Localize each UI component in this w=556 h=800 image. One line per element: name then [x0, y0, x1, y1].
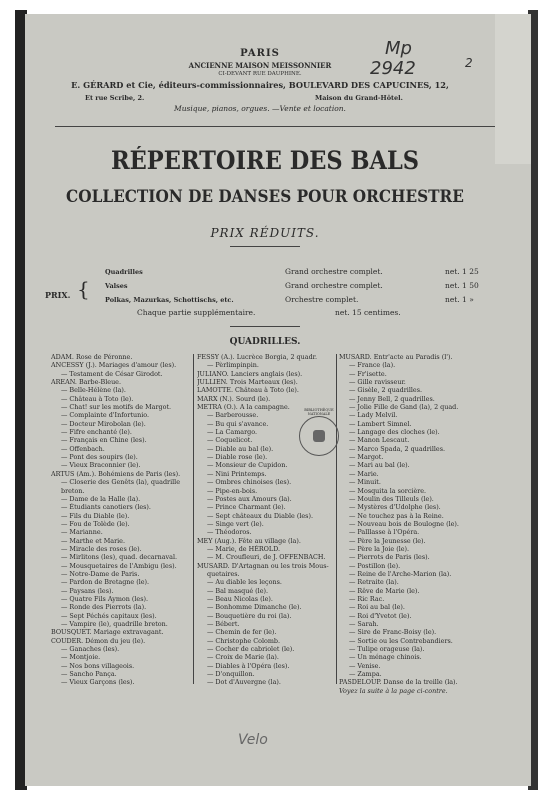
list-item: — Marie. — [349, 469, 379, 478]
stamp-emblem — [313, 430, 325, 442]
list-item: — Croix de Marie (la). — [207, 653, 279, 662]
list-item: — Mosquita la sorcière. — [349, 486, 427, 495]
list-item: — Paysans (les). — [61, 586, 114, 595]
list-item: — Fils du Diable (le). — [61, 511, 130, 520]
list-item: — Ombres chinoises (les). — [207, 478, 292, 487]
column-divider-1 — [193, 354, 194, 684]
list-item: — Zampa. — [349, 670, 382, 679]
handwritten-shelfmark-3: 2 — [465, 56, 473, 70]
list-item: — Gisèle, 2 quadrilles. — [349, 386, 423, 395]
list-item: — Bouquetière du roi (la). — [207, 611, 292, 620]
list-item: breton. — [61, 486, 85, 495]
list-item: quetaires. — [207, 569, 240, 578]
list-item: — Palllasse à l'Opéra. — [349, 528, 420, 537]
list-item: AREAN. Barbe-Bleue. — [51, 378, 121, 387]
list-item: — Quatre Fils Aymon (les). — [61, 594, 149, 603]
list-item: — Vampire (le), quadrille breton. — [61, 620, 168, 628]
handwritten-shelfmark-2: 2942 — [370, 58, 416, 79]
list-item: JULLIEN. Trois Marteaux (les). — [197, 378, 298, 387]
list-item: — Gille ravisseur. — [349, 378, 406, 387]
list-item: — Père la Joie (le). — [349, 544, 410, 553]
list-item: — Mousquetaires de l'Ambigu (les). — [61, 561, 177, 570]
list-item: — Cocher de cabriolet (le). — [207, 645, 295, 654]
list-item: BOUSQUET. Mariage extravagant. — [51, 628, 164, 637]
list-item: — Jolie Fille de Gand (la), 2 quad. — [349, 403, 459, 412]
header-services: Musique, pianos, orgues. —Vente et location. — [174, 104, 346, 113]
library-stamp — [299, 408, 339, 456]
list-item: — Sire de Franc-Boisy (le). — [349, 628, 437, 637]
price-format-1: Grand orchestre complet. — [285, 267, 383, 276]
list-item: JULIANO. Lanciers anglais (les). — [197, 369, 303, 378]
list-item: — Reine de l'Arche-Marion (la). — [349, 569, 452, 578]
list-item: — Ganaches (les). — [61, 645, 120, 654]
price-format-3: Orchestre complet. — [285, 295, 359, 304]
price-format-2: Grand orchestre complet. — [285, 281, 383, 290]
list-item: — D'onquillon. — [207, 670, 255, 679]
list-item: — Venise. — [349, 661, 381, 670]
list-item: — Margot. — [349, 453, 384, 462]
header-formerly: CI-DEVANT RUE DAUPHINE. — [218, 71, 302, 77]
list-item: — Théodoros. — [207, 528, 252, 537]
list-item: LAMOTTE. Château à Toto (le). — [197, 386, 299, 395]
list-item: — Marco Spada, 2 quadrilles. — [349, 444, 446, 453]
list-item: — Dame de la Halle (la). — [61, 494, 141, 503]
list-item: — Un ménage chinois. — [349, 653, 422, 662]
list-item: — Marianne. — [61, 528, 103, 537]
price-item-1: Quadrilles — [105, 268, 143, 276]
list-item: — Langage des cloches (le). — [349, 428, 440, 437]
header-street-left: Et rue Scribe, 2. — [85, 94, 145, 102]
list-item: — Château à Toto (le). — [61, 394, 134, 403]
list-item: ARTUS (Am.). Bohémiens de Paris (les). — [51, 469, 181, 478]
list-item: — Nini Printemps. — [207, 469, 267, 478]
price-item-3: Polkas, Mazurkas, Schottischs, etc. — [105, 296, 234, 304]
list-item: — Chemin de fer (le). — [207, 628, 277, 637]
list-item: — Moulin des Tilleuls (le). — [349, 494, 434, 503]
list-item: — Beau Nicolas (le). — [207, 594, 273, 603]
price-extra-value: net. 15 centimes. — [335, 308, 401, 317]
list-item: — Pipe-en-bois. — [207, 486, 258, 495]
header-street-right: Maison du Grand-Hôtel. — [315, 94, 403, 102]
sub-title: COLLECTION DE DANSES POUR ORCHESTRE — [66, 187, 464, 207]
column-left — [51, 353, 199, 687]
list-item: ANCESSY (J.). Mariages d'amour (les). — [51, 361, 177, 370]
list-item: — Retraite (la). — [349, 578, 399, 587]
price-extra: Chaque partie supplémentaire. — [137, 308, 256, 317]
list-item: — Nos bons villageois. — [61, 661, 135, 670]
list-item: — Bébert. — [207, 620, 240, 628]
list-item: — Mirlitons (les), quad. decarnaval. — [61, 553, 178, 562]
list-item: — Vieux Braconnier (le). — [61, 461, 141, 470]
list-item: — Chat! sur les motifs de Margot. — [61, 403, 172, 412]
main-title: RÉPERTOIRE DES BALS — [110, 146, 420, 175]
list-item: — Diable rose (le). — [207, 453, 268, 462]
list-item: — Monsieur de Cupidon. — [207, 461, 288, 470]
list-item: — Singe vert (le). — [207, 519, 264, 528]
list-item: — Ronde des Pierrots (la). — [61, 603, 147, 612]
list-item: — Fr'isette. — [349, 369, 387, 378]
list-item: — Sept châteaux du Diable (les). — [207, 511, 313, 520]
list-item: — Barberousse. — [207, 411, 259, 420]
stamp-text: BIBLIOTHÈQUE NATIONALE — [304, 408, 334, 416]
handwritten-shelfmark-1: Mp — [385, 38, 412, 59]
ornament-rule — [230, 246, 300, 247]
list-item: MUSARD. Entr'acte au Paradis (l'). — [339, 353, 453, 361]
list-item: — Montjoie. — [61, 653, 101, 662]
handwritten-bottom: Velo — [238, 732, 268, 748]
list-item: — Tulipe orageuse (la). — [349, 645, 425, 654]
list-item: — Lady Melvil. — [349, 411, 398, 420]
list-item: — Jenny Bell, 2 quadrilles. — [349, 394, 435, 403]
list-item: — Minuit. — [349, 478, 381, 487]
list-item: — M. Croufleuri, de J. OFFENBACH. — [207, 553, 326, 562]
ornament-rule-2 — [230, 326, 300, 327]
prices-title: PRIX RÉDUITS. — [210, 226, 320, 240]
list-item: — Marie, de HÉROLD. — [207, 544, 281, 553]
list-item: — Sortie ou les Contrebandiers. — [349, 636, 453, 645]
list-item: — Diable au bal (le). — [207, 444, 274, 453]
list-item: MARX (N.). Sourd (le). — [197, 394, 271, 403]
column-right — [339, 353, 489, 695]
list-item: PASDELOUP. Danse de la treille (la). — [339, 678, 458, 687]
price-brace: { — [77, 277, 90, 301]
header-house: ANCIENNE MAISON MEISSONNIER — [188, 61, 332, 70]
list-item: — Manon Lescaut. — [349, 436, 410, 445]
list-item: — Pont des soupirs (le). — [61, 453, 138, 462]
list-item: — Sarah. — [349, 620, 379, 628]
header-publisher: E. GÉRARD et Cie, éditeurs-commissionnaires, BOULEVARD DES CAPUCINES, 12, — [71, 80, 449, 90]
price-value-2: net. 1 50 — [445, 281, 479, 290]
header-divider — [55, 126, 495, 127]
list-item: — Fifre enchanté (le). — [61, 428, 132, 437]
column-middle — [197, 353, 339, 687]
list-item: — France (la). — [349, 361, 396, 370]
list-item: — Miracle des roses (le). — [61, 544, 142, 553]
list-item: — Christophe Colomb. — [207, 636, 281, 645]
list-item: — Français en Chine (les). — [61, 436, 147, 445]
list-item: — Bal masqué (le). — [207, 586, 269, 595]
list-item: — Rêve de Marie (le). — [349, 586, 420, 595]
list-item: — Testament de César Girodot. — [61, 369, 163, 378]
list-item: — Prince Charmant (le). — [207, 503, 286, 512]
list-item: — La Camargo. — [207, 428, 257, 437]
list-item: — Pierrots de Paris (les). — [349, 553, 430, 562]
list-item: FESSY (A.). Lucrèce Borgia, 2 quadr. — [197, 353, 318, 361]
list-item: — Closerie des Genêts (la), quadrille — [61, 478, 181, 487]
list-item: — Ric Rac. — [349, 594, 385, 603]
list-item: — Père la Jeunesse (le). — [349, 536, 426, 545]
list-item: — Mari au bal (le). — [349, 461, 410, 470]
folded-corner — [495, 14, 531, 164]
price-label: PRIX. — [45, 290, 71, 300]
list-item: MUSARD. D'Artagnan ou les trois Mous- — [197, 561, 329, 570]
list-item: — Mystères d'Udolphe (les). — [349, 503, 441, 512]
column-divider-2 — [336, 354, 337, 684]
list-item: — Belle-Hélène (la). — [61, 386, 126, 395]
list-item: — Coquelicot. — [207, 436, 253, 445]
list-item: — Offenbach. — [61, 444, 105, 453]
list-item: — Roi d'Yvetot (le). — [349, 611, 412, 620]
price-value-1: net. 1 25 — [445, 267, 479, 276]
list-item: — Bu qui s'avance. — [207, 419, 269, 428]
list-item: — Ne touchez pas à la Reine. — [349, 511, 444, 520]
list-item: — Postes aux Amours (la). — [207, 494, 292, 503]
list-item: — Au diable les leçons. — [207, 578, 282, 587]
list-item: — Nouveau bois de Boulogne (le). — [349, 519, 459, 528]
price-item-2: Valses — [105, 282, 128, 290]
list-item: — Marthe et Marie. — [61, 536, 125, 545]
list-item: — Docteur Mirobolan (le). — [61, 419, 146, 428]
list-item: METRA (O.). A la campagne. — [197, 403, 290, 412]
document-page — [25, 14, 531, 786]
list-item: — Notre-Dame de Paris. — [61, 569, 140, 578]
list-item: — Complainte d'Infortunio. — [61, 411, 150, 420]
section-title: QUADRILLES. — [229, 337, 301, 347]
list-item: Voyez la suite à la page ci-contre. — [339, 686, 448, 695]
list-item: COUDER. Démon du jeu (le). — [51, 636, 146, 645]
list-item: — Postillon (le). — [349, 561, 401, 570]
list-item: — Lambert Simnel. — [349, 419, 412, 428]
list-item: — Sancho Pança. — [61, 670, 117, 679]
list-item: MEY (Aug.). Fête au village (la). — [197, 536, 301, 545]
list-item: — Diables à l'Opéra (les). — [207, 661, 290, 670]
list-item: — Roi au bal (le). — [349, 603, 405, 612]
list-item: — Dot d'Auvergne (la). — [207, 678, 281, 687]
price-value-3: net. 1 » — [445, 295, 474, 304]
list-item: — Étudiants canotiers (les). — [61, 503, 151, 512]
list-item: — Vieux Garçons (les). — [61, 678, 135, 687]
list-item: — Sept Péchés capitaux (les). — [61, 611, 157, 620]
header-city: PARIS — [240, 48, 280, 59]
list-item: — Fou de Tolède (le). — [61, 519, 130, 528]
list-item: — Pèrlimpinpin. — [207, 361, 259, 370]
list-item: ADAM. Rose de Péronne. — [51, 353, 133, 361]
list-item: — Pardon de Bretagne (le). — [61, 578, 150, 587]
list-item: — Bonhomme Dimanche (le). — [207, 603, 302, 612]
